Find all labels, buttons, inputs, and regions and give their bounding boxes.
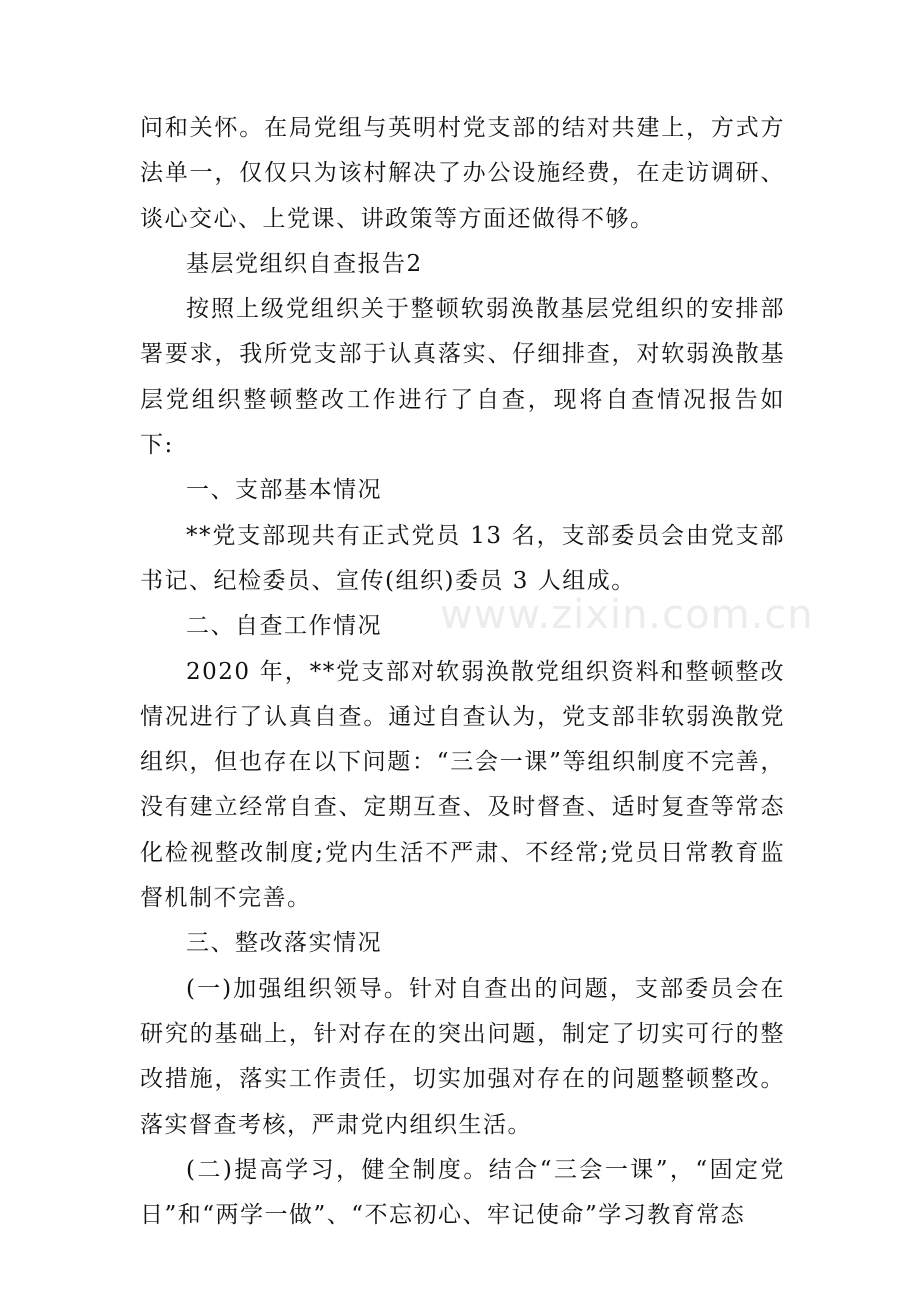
body-paragraph-continuation: 问和关怀。在局党组与英明村党支部的结对共建上，方式方法单一，仅仅只为该村解决了办公设施经费，在走访调研、谈心交心、上党课、讲政策等方面还做得不够。 [140, 115, 785, 232]
heading-basic-situation: 一、支部基本情况 [186, 477, 382, 504]
heading-self-check: 二、自查工作情况 [186, 613, 382, 640]
body-paragraph-self-check: 2020 年，**党支部对软弱涣散党组织资料和整顿整改情况进行了认真自查。通过自查认为，党支部非软弱涣散党组织，但也存在以下问题：“三会一课”等组织制度不完善，没有建立经常自查、定期互查、及时督查、适时复查等常态化检视整改制度;党内生活不严肃、不经常;党员日常教育监督机制不完善。 [140, 658, 785, 912]
body-paragraph-leadership: (一)加强组织领导。针对自查出的问题，支部委员会在研究的基础上，针对存在的突出问题，制定了切实可行的整改措施，落实工作责任，切实加强对存在的问题整顿整改。落实督查考核，严肃党内组织生活。 [140, 975, 785, 1138]
document-body [140, 106, 785, 1238]
section-title: 基层党组织自查报告2 [186, 250, 423, 277]
watermark: www.zixin.com.cn [440, 592, 814, 638]
heading-rectification: 三、整改落实情况 [186, 930, 382, 957]
body-paragraph-members: **党支部现共有正式党员 13 名，支部委员会由党支部书记、纪检委员、宣传(组织)委员 3 人组成。 [140, 522, 785, 594]
body-paragraph-intro: 按照上级党组织关于整顿软弱涣散基层党组织的安排部署要求，我所党支部于认真落实、仔细排查，对软弱涣散基层党组织整顿整改工作进行了自查，现将自查情况报告如下: [140, 296, 785, 459]
body-paragraph-study: (二)提高学习，健全制度。结合“三会一课”，“固定党日”和“两学一做”、“不忘初心、牢记使命”学习教育常态 [140, 1156, 785, 1229]
